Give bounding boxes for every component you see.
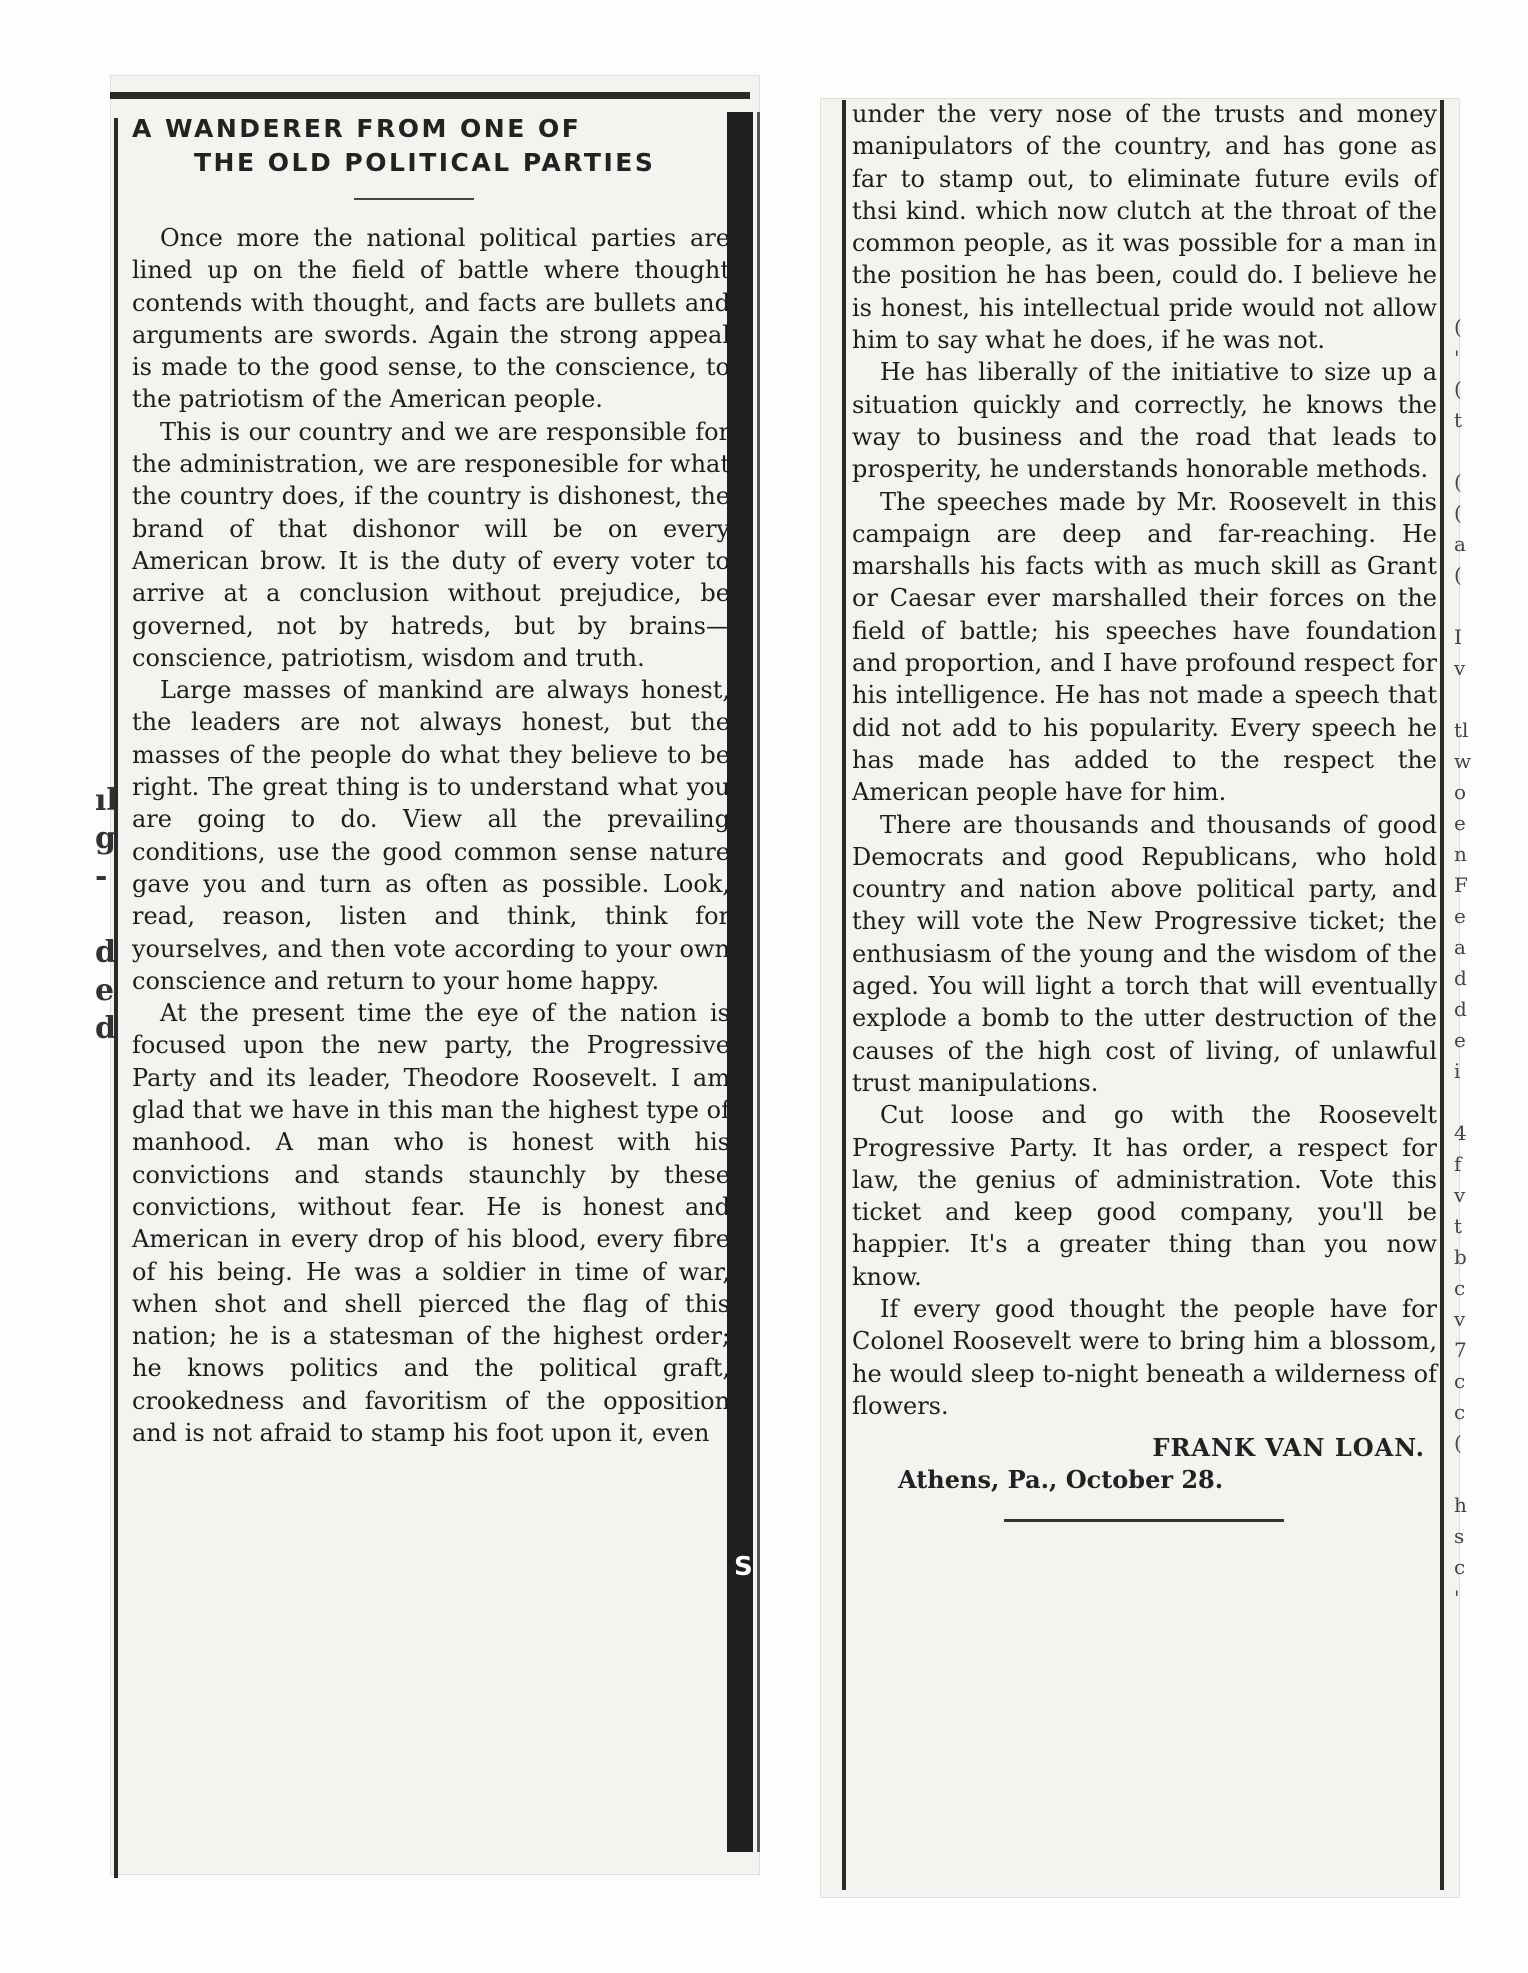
margin-fragment: e bbox=[1454, 904, 1466, 928]
margin-fragment: ( bbox=[1454, 315, 1462, 339]
margin-fragment: d bbox=[95, 1011, 116, 1046]
paragraph-continued: under the very nose of the trusts and money manipulators of the country, and has gone as far to stamp out, to eliminate future evils of thsi kind. which now clutch at the throat of the common people, as it was possible for a man in the position he has been, could do. I believe he is honest, his intellectual pride would not allow him to say what he does, if he was not. bbox=[852, 100, 1437, 355]
margin-fragment: ' bbox=[1454, 346, 1460, 370]
margin-fragment: g bbox=[95, 821, 116, 856]
article-column-right bbox=[852, 98, 1437, 1522]
article-column-left bbox=[132, 112, 730, 1449]
margin-fragment: ( bbox=[1454, 1431, 1462, 1455]
paragraph: Once more the national political parties are lined up on the field of battle where thought contends with thought, and facts are bullets and arguments are swords. Again the strong appeal is made to the good sense, to the conscience, to the patriotism of the American people. bbox=[132, 224, 730, 414]
margin-fragment: I bbox=[1454, 625, 1462, 649]
margin-fragment: t bbox=[1454, 408, 1463, 432]
dateline: Athens, Pa., October 28. bbox=[898, 1465, 1224, 1495]
margin-fragment: F bbox=[1454, 873, 1468, 897]
left-margin-fragments bbox=[95, 782, 117, 1048]
adjacent-column-rule bbox=[757, 112, 760, 1852]
margin-fragment: ' bbox=[1454, 1586, 1460, 1610]
margin-fragment: t bbox=[1454, 1214, 1463, 1238]
margin-fragment: d bbox=[95, 935, 116, 970]
margin-fragment: v bbox=[1454, 1307, 1466, 1331]
margin-fragment: v bbox=[1454, 1183, 1466, 1207]
margin-fragment: c bbox=[1454, 1555, 1466, 1579]
margin-fragment: e bbox=[1454, 1028, 1466, 1052]
margin-fragment bbox=[95, 896, 117, 934]
paragraph: There are thousands and thousands of good Democrats and good Republicans, who hold country and nation above political party, and they will vote the New Progressive ticket; the enthusiasm of the young and the wisdom of the aged. You will light a torch that will eventually explode a bomb to the utter destruction of the causes of the high cost of living, of unlawful trust manipulations. bbox=[852, 810, 1437, 1097]
author-signature: FRANK VAN LOAN. bbox=[1152, 1433, 1425, 1463]
headline-divider bbox=[354, 198, 474, 200]
margin-fragment: e bbox=[95, 973, 115, 1008]
margin-fragment: d bbox=[1454, 997, 1467, 1021]
right-margin-fragments bbox=[1454, 312, 1478, 1614]
margin-fragment: o bbox=[1454, 780, 1467, 804]
margin-fragment: c bbox=[1454, 1369, 1466, 1393]
headline-line-2: THE OLD POLITICAL PARTIES bbox=[194, 148, 656, 177]
margin-fragment: ıl bbox=[95, 783, 118, 818]
end-of-article-rule bbox=[1004, 1519, 1284, 1522]
margin-fragment: tl bbox=[1454, 718, 1469, 742]
margin-fragment: f bbox=[1454, 1152, 1462, 1176]
paragraph: Large masses of mankind are always honest, the leaders are not always honest, but the masses of the people do what they believe to be right. The great thing is to understand what you are going to do. View all the prevailing conditions, use the good common sense nature gave you and turn as often as possible. Look, read, reason, listen and think, think for yourselves, and then vote according to your own conscience and return to your home happy. bbox=[132, 676, 730, 995]
margin-fragment: w bbox=[1454, 749, 1472, 773]
margin-fragment: h bbox=[1454, 1493, 1467, 1517]
margin-fragment: - bbox=[95, 859, 108, 894]
right-clipping-left-rule bbox=[842, 100, 846, 1890]
margin-fragment: b bbox=[1454, 1245, 1467, 1269]
paragraph: Cut loose and go with the Roosevelt Progressive Party. It has order, a respect for law, the genius of administration. Vote this ticket and keep good company, you'll be happier. It's a greater thing than you now know. bbox=[852, 1101, 1437, 1291]
margin-fragment: ( bbox=[1454, 563, 1462, 587]
headline-line-1: A WANDERER FROM ONE OF bbox=[132, 114, 582, 143]
paragraph: He has liberally of the initiative to size up a situation quickly and correctly, he knows the way to business and the road that leads to prosperity, he understands honorable methods. bbox=[852, 358, 1437, 484]
margin-fragment bbox=[1454, 591, 1478, 622]
margin-fragment: ( bbox=[1454, 501, 1462, 525]
margin-fragment: a bbox=[1454, 935, 1466, 959]
adjacent-column-edge bbox=[727, 112, 753, 1852]
margin-fragment bbox=[1454, 436, 1478, 467]
right-clipping-right-rule bbox=[1440, 100, 1444, 1890]
paragraph: This is our country and we are responsible for the administration, we are responesible for what the country does, if the country is dishonest, the brand of that dishonor will be on every American brow. It is the duty of every voter to arrive at a conclusion without prejudice, be governed, not by hatreds, but by brains—conscience, patriotism, wisdom and truth. bbox=[132, 417, 730, 672]
margin-fragment: d bbox=[1454, 966, 1467, 990]
paragraph: The speeches made by Mr. Roosevelt in this campaign are deep and far-reaching. He marshalls his facts with as much skill as Grant or Caesar ever marshalled their forces on the field of battle; his speeches have foundation and proportion, and I have profound respect for his intelligence. He has not made a speech that did not add to his popularity. Every speech he has made has added to the respect the American people have for him. bbox=[852, 487, 1437, 807]
top-column-rule bbox=[110, 92, 750, 99]
margin-fragment: a bbox=[1454, 532, 1466, 556]
margin-fragment bbox=[1454, 1087, 1478, 1118]
margin-fragment: i bbox=[1454, 1059, 1461, 1083]
margin-fragment: s bbox=[1454, 1524, 1465, 1548]
margin-fragment: e bbox=[1454, 811, 1466, 835]
margin-fragment: ( bbox=[1454, 470, 1462, 494]
margin-fragment: c bbox=[1454, 1276, 1466, 1300]
margin-fragment: ( bbox=[1454, 377, 1462, 401]
bar-fragment-letter: S bbox=[734, 1552, 753, 1582]
article-headline bbox=[132, 112, 730, 180]
margin-fragment bbox=[1454, 1459, 1478, 1490]
margin-fragment: 7 bbox=[1454, 1338, 1467, 1362]
margin-fragment: n bbox=[1454, 842, 1467, 866]
margin-fragment: v bbox=[1454, 656, 1466, 680]
margin-fragment: 4 bbox=[1454, 1121, 1467, 1145]
paragraph: At the present time the eye of the nation is focused upon the new party, the Progressive Party and its leader, Theodore Roosevelt. I am glad that we have in this man the highest type of manhood. A man who is honest with his convictions and stands staunchly by these convictions, without fear. He is honest and American in every drop of his blood, every fibre of his being. He was a soldier in time of war, when shot and shell pierced the flag of this nation; he is a statesman of the highest order; he knows politics and the political graft, crookedness and favoritism of the opposition and is not afraid to stamp his foot upon it, even bbox=[132, 999, 730, 1447]
margin-fragment: c bbox=[1454, 1400, 1466, 1424]
margin-fragment bbox=[1454, 684, 1478, 715]
paragraph: If every good thought the people have for Colonel Roosevelt were to bring him a blossom, he would sleep to-night beneath a wilderness of flowers. bbox=[852, 1294, 1437, 1420]
